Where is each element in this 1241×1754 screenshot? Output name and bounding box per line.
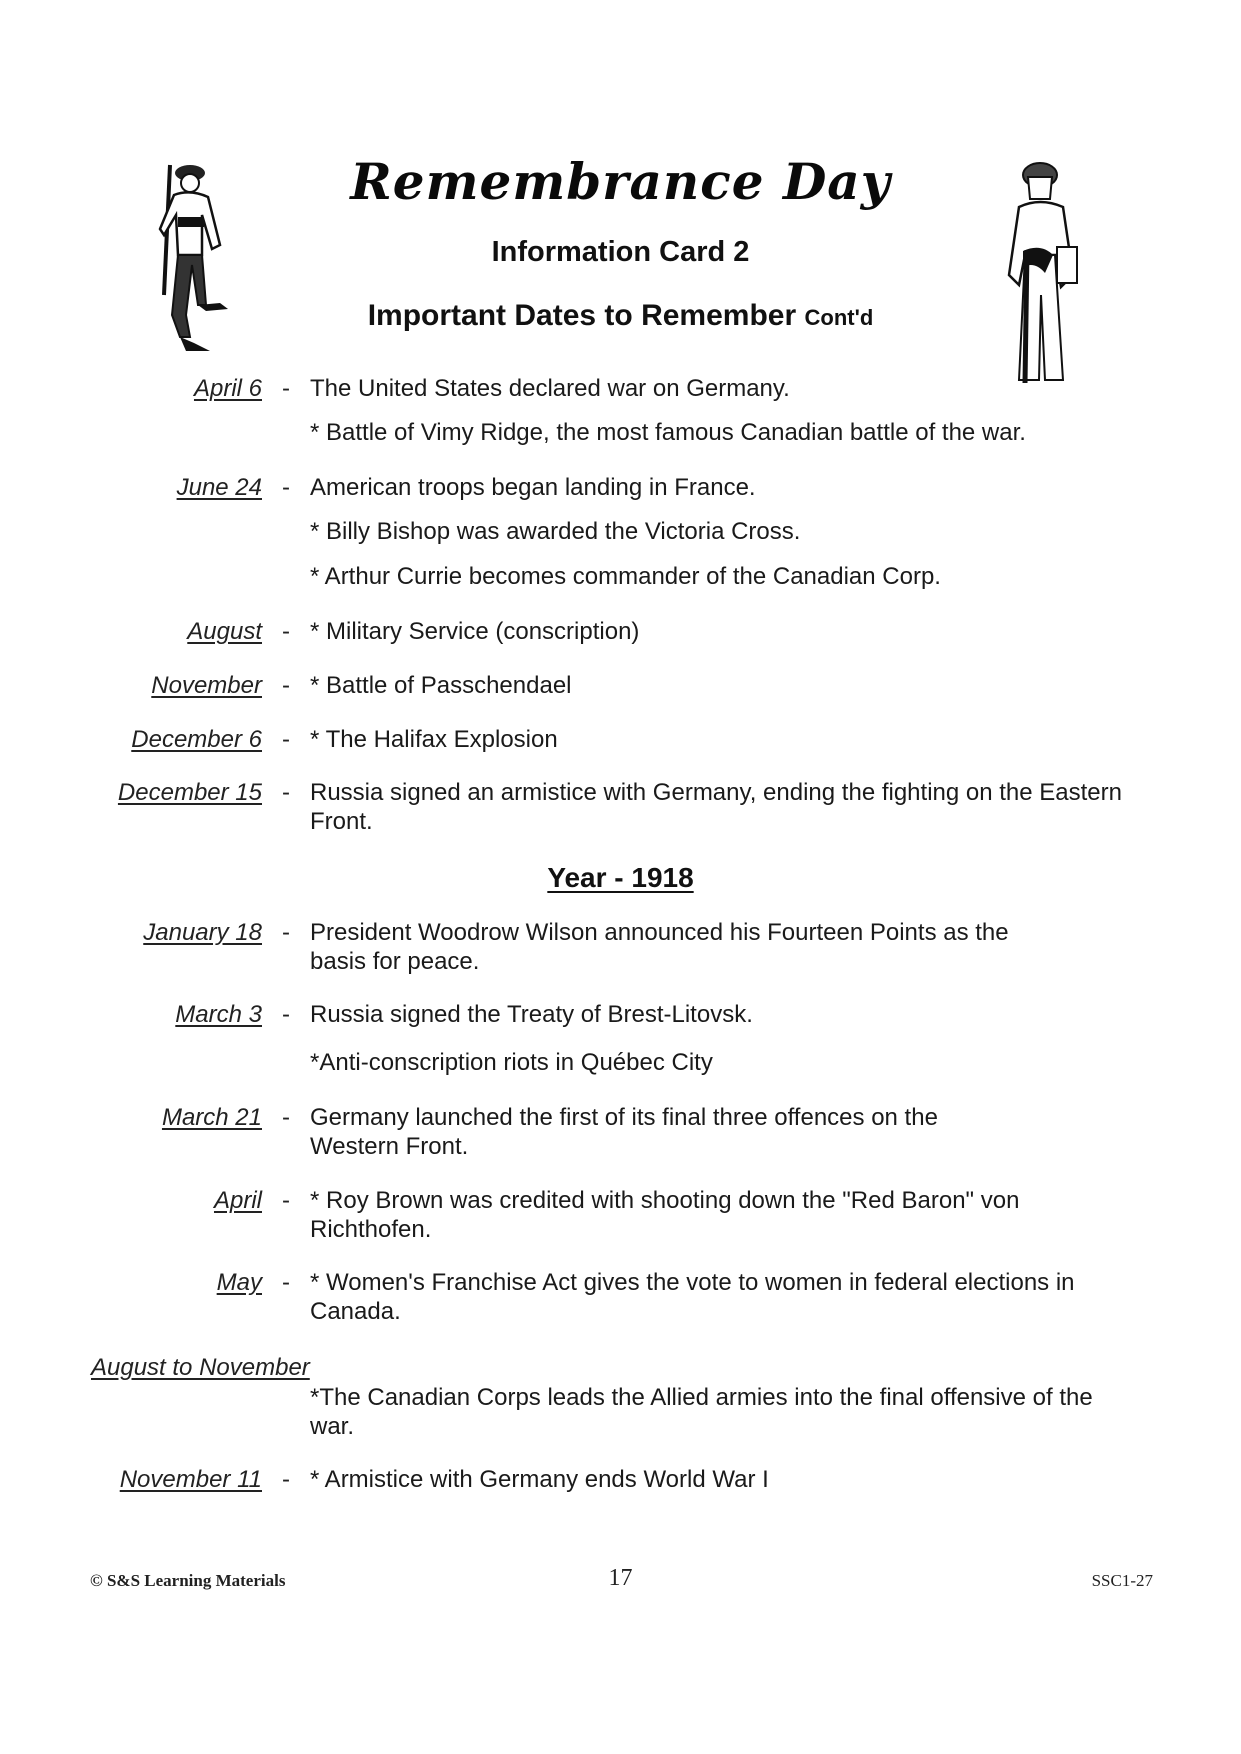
entry-text: * Women's Franchise Act gives the vote to women in federal elections in Canada. bbox=[310, 1269, 1075, 1325]
entry-date: December 6 bbox=[131, 726, 262, 753]
entry-text: * Battle of Passchendael bbox=[310, 672, 572, 699]
page-number: 17 bbox=[608, 1565, 633, 1591]
entry-date: June 24 bbox=[176, 474, 262, 501]
entry-subline: * Billy Bishop was awarded the Victoria Cross. bbox=[310, 518, 801, 545]
entry-dash: - bbox=[282, 375, 290, 402]
entry-subline: *Anti-conscription riots in Québec City bbox=[310, 1049, 713, 1076]
entry-date: March 3 bbox=[175, 1001, 262, 1028]
entry-dash: - bbox=[282, 779, 290, 806]
section-heading-text: Important Dates to Remember bbox=[367, 299, 797, 332]
card-subtitle: Information Card 2 bbox=[491, 236, 750, 268]
entry-text: The United States declared war on Germany. bbox=[310, 375, 790, 402]
entry-text: Germany launched the first of its final three offences on the Western Front. bbox=[310, 1104, 938, 1160]
entry-dash: - bbox=[282, 1466, 290, 1493]
entry-dash: - bbox=[282, 1104, 290, 1131]
footer-copyright: © S&S Learning Materials bbox=[90, 1571, 286, 1590]
entry-text: Russia signed an armistice with Germany, ending the fighting on the Eastern Front. bbox=[310, 779, 1122, 835]
entry-date: November bbox=[151, 672, 262, 699]
entry-text: Russia signed the Treaty of Brest-Litovsk. bbox=[310, 1001, 753, 1028]
page-title: Remembrance Day bbox=[350, 152, 891, 211]
entry-date: March 21 bbox=[161, 1104, 262, 1131]
entry-text: *The Canadian Corps leads the Allied armies into the final offensive of the war. bbox=[310, 1384, 1093, 1440]
entry-dash: - bbox=[282, 919, 290, 946]
entry-dash: - bbox=[282, 1187, 290, 1214]
entry-text: * Military Service (conscription) bbox=[310, 618, 640, 645]
entry-dash: - bbox=[282, 726, 290, 753]
entry-dash: - bbox=[282, 1001, 290, 1028]
entry-dash: - bbox=[282, 618, 290, 645]
entry-date: April 6 bbox=[193, 375, 262, 402]
year-heading: Year - 1918 bbox=[547, 862, 694, 893]
entry-text: * Roy Brown was credited with shooting down the "Red Baron" von Richthofen. bbox=[310, 1187, 1020, 1243]
entry-date: August bbox=[187, 618, 262, 645]
entry-dash: - bbox=[282, 1269, 290, 1296]
entry-text: American troops began landing in France. bbox=[310, 474, 756, 501]
entry-date: August to November bbox=[91, 1354, 310, 1381]
entry-subline: * Arthur Currie becomes commander of the Canadian Corp. bbox=[310, 563, 941, 590]
entry-date: November 11 bbox=[119, 1466, 262, 1493]
section-heading bbox=[0, 299, 1241, 333]
entry-dash: - bbox=[282, 672, 290, 699]
entry-date: May bbox=[216, 1269, 262, 1296]
entry-date: December 15 bbox=[117, 779, 262, 806]
section-heading-suffix: Cont'd bbox=[804, 305, 874, 330]
entry-subline: * Battle of Vimy Ridge, the most famous Canadian battle of the war. bbox=[310, 419, 1026, 446]
entry-text: * Armistice with Germany ends World War I bbox=[310, 1466, 769, 1493]
entry-date: January 18 bbox=[143, 919, 262, 946]
document-code: SSC1-27 bbox=[1091, 1571, 1153, 1590]
entry-date: April bbox=[213, 1187, 262, 1214]
entry-text: President Woodrow Wilson announced his Fourteen Points as the basis for peace. bbox=[310, 919, 1009, 975]
entry-dash: - bbox=[282, 474, 290, 501]
entry-text: * The Halifax Explosion bbox=[310, 726, 558, 753]
